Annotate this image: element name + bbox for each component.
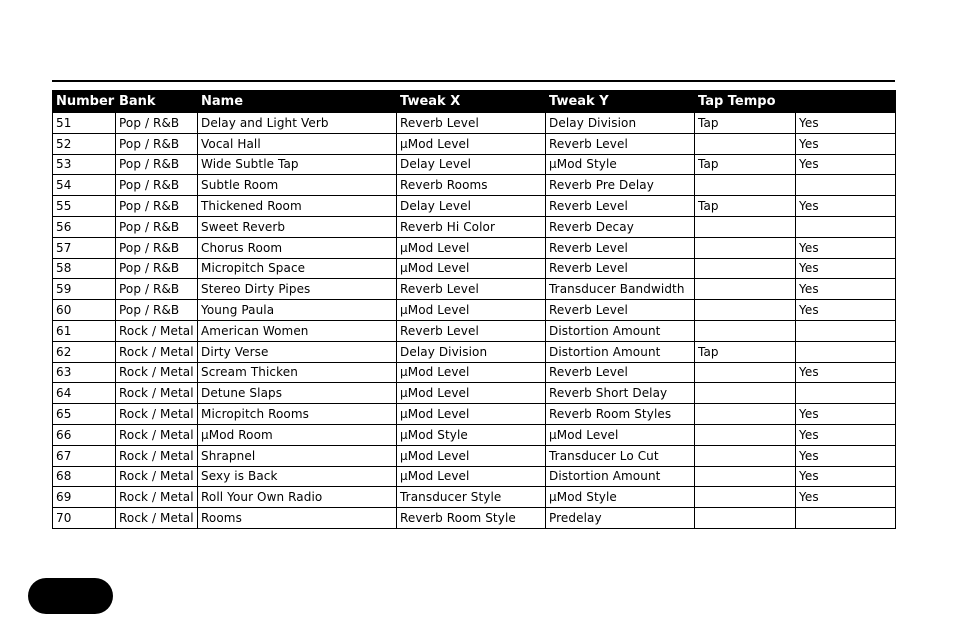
header-tweak-x: Tweak X bbox=[397, 91, 546, 113]
header-name: Name bbox=[198, 91, 397, 113]
cell-name: Stereo Dirty Pipes bbox=[198, 279, 397, 300]
cell-tweak-y: Reverb Level bbox=[546, 196, 695, 217]
cell-name: Wide Subtle Tap bbox=[198, 154, 397, 175]
cell-tap-tempo bbox=[695, 424, 796, 445]
cell-extra: Yes bbox=[796, 196, 896, 217]
cell-name: Detune Slaps bbox=[198, 383, 397, 404]
cell-tweak-y: Transducer Bandwidth bbox=[546, 279, 695, 300]
top-rule bbox=[52, 80, 895, 82]
cell-number: 58 bbox=[53, 258, 116, 279]
cell-tap-tempo bbox=[695, 404, 796, 425]
cell-tap-tempo bbox=[695, 445, 796, 466]
cell-tweak-x: µMod Level bbox=[397, 300, 546, 321]
cell-extra: Yes bbox=[796, 133, 896, 154]
cell-extra bbox=[796, 508, 896, 529]
cell-number: 52 bbox=[53, 133, 116, 154]
cell-tweak-y: µMod Level bbox=[546, 424, 695, 445]
cell-name: Dirty Verse bbox=[198, 341, 397, 362]
cell-name: Delay and Light Verb bbox=[198, 113, 397, 134]
cell-tweak-y: µMod Style bbox=[546, 487, 695, 508]
cell-tweak-x: µMod Level bbox=[397, 445, 546, 466]
cell-tweak-x: µMod Level bbox=[397, 258, 546, 279]
cell-tweak-y: µMod Style bbox=[546, 154, 695, 175]
header-bank: Bank bbox=[116, 91, 198, 113]
cell-tweak-y: Reverb Decay bbox=[546, 216, 695, 237]
cell-tap-tempo: Tap bbox=[695, 154, 796, 175]
cell-tweak-x: µMod Level bbox=[397, 362, 546, 383]
cell-extra: Yes bbox=[796, 258, 896, 279]
cell-tap-tempo bbox=[695, 466, 796, 487]
cell-number: 56 bbox=[53, 216, 116, 237]
cell-tweak-y: Distortion Amount bbox=[546, 466, 695, 487]
cell-number: 59 bbox=[53, 279, 116, 300]
table-row bbox=[53, 508, 896, 529]
cell-tap-tempo bbox=[695, 133, 796, 154]
cell-tweak-y: Reverb Short Delay bbox=[546, 383, 695, 404]
cell-name: Rooms bbox=[198, 508, 397, 529]
cell-tweak-x: µMod Style bbox=[397, 424, 546, 445]
cell-tweak-x: µMod Level bbox=[397, 383, 546, 404]
table-row bbox=[53, 133, 896, 154]
cell-bank: Pop / R&B bbox=[116, 133, 198, 154]
cell-tweak-x: Reverb Level bbox=[397, 113, 546, 134]
cell-name: Micropitch Rooms bbox=[198, 404, 397, 425]
table-row bbox=[53, 487, 896, 508]
table-row bbox=[53, 237, 896, 258]
table-row bbox=[53, 341, 896, 362]
cell-tap-tempo bbox=[695, 216, 796, 237]
cell-extra: Yes bbox=[796, 113, 896, 134]
cell-name: Scream Thicken bbox=[198, 362, 397, 383]
table-row bbox=[53, 300, 896, 321]
table-row bbox=[53, 383, 896, 404]
cell-tap-tempo bbox=[695, 258, 796, 279]
cell-tap-tempo bbox=[695, 362, 796, 383]
cell-tweak-x: µMod Level bbox=[397, 133, 546, 154]
header-tap-tempo: Tap Tempo bbox=[695, 91, 796, 113]
cell-tweak-x: Reverb Rooms bbox=[397, 175, 546, 196]
cell-tweak-x: µMod Level bbox=[397, 466, 546, 487]
cell-tweak-x: Transducer Style bbox=[397, 487, 546, 508]
cell-tap-tempo bbox=[695, 175, 796, 196]
cell-extra: Yes bbox=[796, 279, 896, 300]
table-row bbox=[53, 445, 896, 466]
cell-tap-tempo bbox=[695, 320, 796, 341]
cell-bank: Rock / Metal bbox=[116, 487, 198, 508]
table-row bbox=[53, 216, 896, 237]
cell-name: Roll Your Own Radio bbox=[198, 487, 397, 508]
cell-bank: Rock / Metal bbox=[116, 466, 198, 487]
cell-extra bbox=[796, 175, 896, 196]
cell-extra: Yes bbox=[796, 404, 896, 425]
cell-bank: Rock / Metal bbox=[116, 320, 198, 341]
cell-number: 66 bbox=[53, 424, 116, 445]
cell-number: 54 bbox=[53, 175, 116, 196]
cell-extra bbox=[796, 320, 896, 341]
cell-name: Subtle Room bbox=[198, 175, 397, 196]
cell-number: 69 bbox=[53, 487, 116, 508]
cell-tweak-x: µMod Level bbox=[397, 237, 546, 258]
cell-bank: Rock / Metal bbox=[116, 341, 198, 362]
table-row bbox=[53, 424, 896, 445]
table-row bbox=[53, 362, 896, 383]
cell-tap-tempo bbox=[695, 300, 796, 321]
cell-number: 67 bbox=[53, 445, 116, 466]
cell-number: 53 bbox=[53, 154, 116, 175]
cell-number: 60 bbox=[53, 300, 116, 321]
cell-number: 68 bbox=[53, 466, 116, 487]
cell-tap-tempo bbox=[695, 383, 796, 404]
cell-tweak-y: Delay Division bbox=[546, 113, 695, 134]
cell-tweak-y: Reverb Level bbox=[546, 362, 695, 383]
cell-bank: Pop / R&B bbox=[116, 216, 198, 237]
cell-tweak-x: Reverb Room Style bbox=[397, 508, 546, 529]
header-extra bbox=[796, 91, 896, 113]
cell-extra: Yes bbox=[796, 154, 896, 175]
cell-bank: Pop / R&B bbox=[116, 237, 198, 258]
cell-tap-tempo: Tap bbox=[695, 196, 796, 217]
cell-name: Young Paula bbox=[198, 300, 397, 321]
cell-number: 64 bbox=[53, 383, 116, 404]
cell-tweak-x: µMod Level bbox=[397, 404, 546, 425]
table-header-row bbox=[53, 91, 896, 113]
cell-extra: Yes bbox=[796, 487, 896, 508]
cell-tweak-x: Reverb Level bbox=[397, 279, 546, 300]
header-number: Number bbox=[53, 91, 116, 113]
cell-bank: Pop / R&B bbox=[116, 300, 198, 321]
cell-bank: Rock / Metal bbox=[116, 424, 198, 445]
cell-number: 55 bbox=[53, 196, 116, 217]
cell-bank: Pop / R&B bbox=[116, 154, 198, 175]
cell-bank: Rock / Metal bbox=[116, 508, 198, 529]
cell-extra: Yes bbox=[796, 300, 896, 321]
cell-tweak-x: Delay Division bbox=[397, 341, 546, 362]
table-row bbox=[53, 196, 896, 217]
cell-bank: Rock / Metal bbox=[116, 445, 198, 466]
cell-tweak-y: Reverb Room Styles bbox=[546, 404, 695, 425]
cell-tweak-y: Reverb Level bbox=[546, 300, 695, 321]
cell-extra bbox=[796, 383, 896, 404]
cell-tweak-y: Reverb Level bbox=[546, 237, 695, 258]
header-tweak-y: Tweak Y bbox=[546, 91, 695, 113]
cell-bank: Pop / R&B bbox=[116, 258, 198, 279]
cell-tap-tempo: Tap bbox=[695, 113, 796, 134]
cell-bank: Rock / Metal bbox=[116, 383, 198, 404]
table-body bbox=[53, 113, 896, 529]
cell-tweak-y: Predelay bbox=[546, 508, 695, 529]
table-row bbox=[53, 154, 896, 175]
cell-bank: Pop / R&B bbox=[116, 279, 198, 300]
cell-number: 57 bbox=[53, 237, 116, 258]
table-row bbox=[53, 113, 896, 134]
cell-name: Shrapnel bbox=[198, 445, 397, 466]
cell-tweak-y: Reverb Level bbox=[546, 133, 695, 154]
cell-tap-tempo bbox=[695, 508, 796, 529]
cell-extra bbox=[796, 216, 896, 237]
cell-name: Vocal Hall bbox=[198, 133, 397, 154]
cell-bank: Rock / Metal bbox=[116, 362, 198, 383]
cell-number: 70 bbox=[53, 508, 116, 529]
cell-name: Sexy is Back bbox=[198, 466, 397, 487]
cell-extra: Yes bbox=[796, 424, 896, 445]
cell-name: Sweet Reverb bbox=[198, 216, 397, 237]
table-row bbox=[53, 320, 896, 341]
cell-tweak-y: Distortion Amount bbox=[546, 341, 695, 362]
cell-extra: Yes bbox=[796, 362, 896, 383]
cell-name: µMod Room bbox=[198, 424, 397, 445]
presets-table bbox=[52, 90, 896, 529]
cell-number: 63 bbox=[53, 362, 116, 383]
cell-name: American Women bbox=[198, 320, 397, 341]
table-row bbox=[53, 279, 896, 300]
cell-tweak-y: Transducer Lo Cut bbox=[546, 445, 695, 466]
cell-bank: Pop / R&B bbox=[116, 175, 198, 196]
cell-tap-tempo bbox=[695, 487, 796, 508]
cell-number: 51 bbox=[53, 113, 116, 134]
page-number-tab bbox=[28, 578, 113, 614]
table-row bbox=[53, 466, 896, 487]
cell-number: 65 bbox=[53, 404, 116, 425]
cell-tweak-x: Reverb Hi Color bbox=[397, 216, 546, 237]
cell-number: 62 bbox=[53, 341, 116, 362]
cell-extra: Yes bbox=[796, 237, 896, 258]
table-row bbox=[53, 258, 896, 279]
cell-extra: Yes bbox=[796, 466, 896, 487]
cell-extra: Yes bbox=[796, 445, 896, 466]
cell-tweak-x: Reverb Level bbox=[397, 320, 546, 341]
cell-tweak-y: Reverb Pre Delay bbox=[546, 175, 695, 196]
cell-name: Chorus Room bbox=[198, 237, 397, 258]
cell-tap-tempo bbox=[695, 279, 796, 300]
cell-tweak-y: Distortion Amount bbox=[546, 320, 695, 341]
cell-name: Micropitch Space bbox=[198, 258, 397, 279]
cell-tweak-y: Reverb Level bbox=[546, 258, 695, 279]
cell-tweak-x: Delay Level bbox=[397, 196, 546, 217]
cell-name: Thickened Room bbox=[198, 196, 397, 217]
cell-number: 61 bbox=[53, 320, 116, 341]
cell-bank: Rock / Metal bbox=[116, 404, 198, 425]
cell-bank: Pop / R&B bbox=[116, 196, 198, 217]
cell-extra bbox=[796, 341, 896, 362]
table-row bbox=[53, 404, 896, 425]
cell-tap-tempo: Tap bbox=[695, 341, 796, 362]
cell-tweak-x: Delay Level bbox=[397, 154, 546, 175]
table-row bbox=[53, 175, 896, 196]
cell-tap-tempo bbox=[695, 237, 796, 258]
cell-bank: Pop / R&B bbox=[116, 113, 198, 134]
